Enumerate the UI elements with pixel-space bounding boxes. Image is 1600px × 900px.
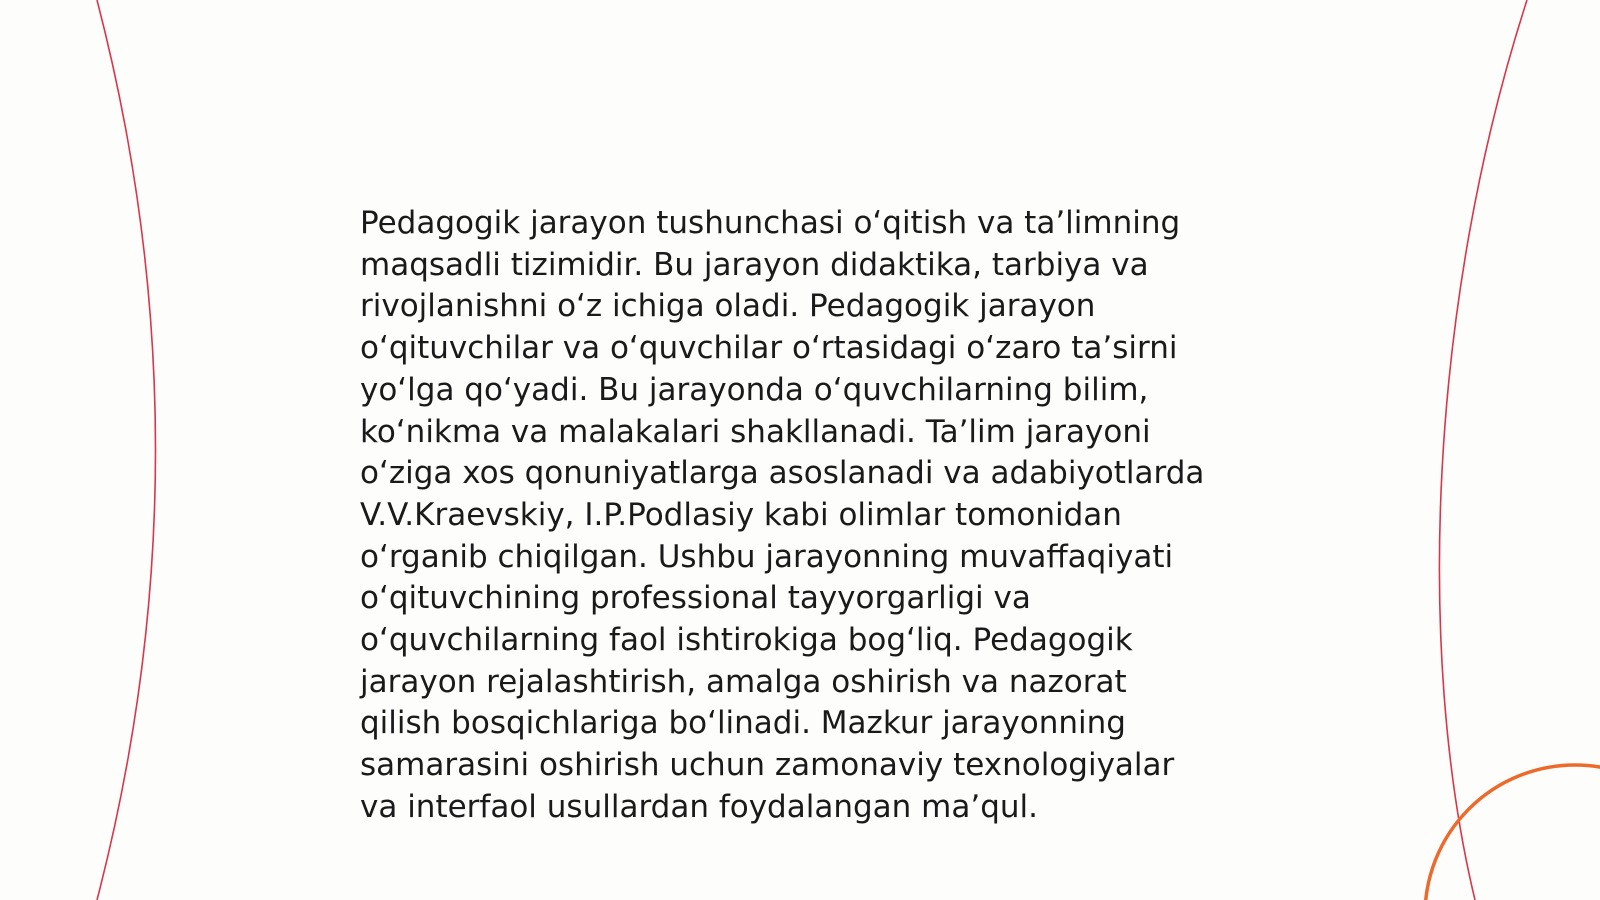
body-line: oʻquvchilarning faol ishtirokiga bogʻliq. Pedagogik <box>360 622 1133 659</box>
orange-circle-outline <box>1425 765 1600 900</box>
right-arc-line <box>1439 0 1527 900</box>
body-line: jarayon rejalashtirish, amalga oshirish va nazorat <box>360 663 1127 700</box>
body-line: oʻziga xos qonuniyatlarga asoslanadi va adabiyotlarda <box>360 455 1205 492</box>
left-arc-line <box>97 0 156 900</box>
body-line: oʻqituvchilar va oʻquvchilar oʻrtasidagi oʻzaro taʼsirni <box>360 330 1178 367</box>
body-line: yoʻlga qoʻyadi. Bu jarayonda oʻquvchilarning bilim, <box>360 371 1149 408</box>
body-line: koʻnikma va malakalari shakllanadi. Taʼlim jarayoni <box>360 413 1151 450</box>
body-line: samarasini oshirish uchun zamonaviy texnologiyalar <box>360 747 1175 784</box>
body-line: qilish bosqichlariga boʻlinadi. Mazkur jarayonning <box>360 705 1126 742</box>
body-line: oʻrganib chiqilgan. Ushbu jarayonning muvaffaqiyati <box>360 538 1174 575</box>
body-paragraph <box>360 203 1260 829</box>
body-line: V.V.Kraevskiy, I.P.Podlasiy kabi olimlar tomonidan <box>360 496 1122 533</box>
body-line: maqsadli tizimidir. Bu jarayon didaktika, tarbiya va <box>360 246 1149 283</box>
body-line: oʻqituvchining professional tayyorgarligi va <box>360 580 1031 617</box>
body-line: va interfaol usullardan foydalangan maʼqul. <box>360 788 1038 825</box>
body-line: Pedagogik jarayon tushunchasi oʻqitish va taʼlimning <box>360 205 1181 241</box>
body-line: rivojlanishni oʻz ichiga oladi. Pedagogik jarayon <box>360 288 1096 325</box>
